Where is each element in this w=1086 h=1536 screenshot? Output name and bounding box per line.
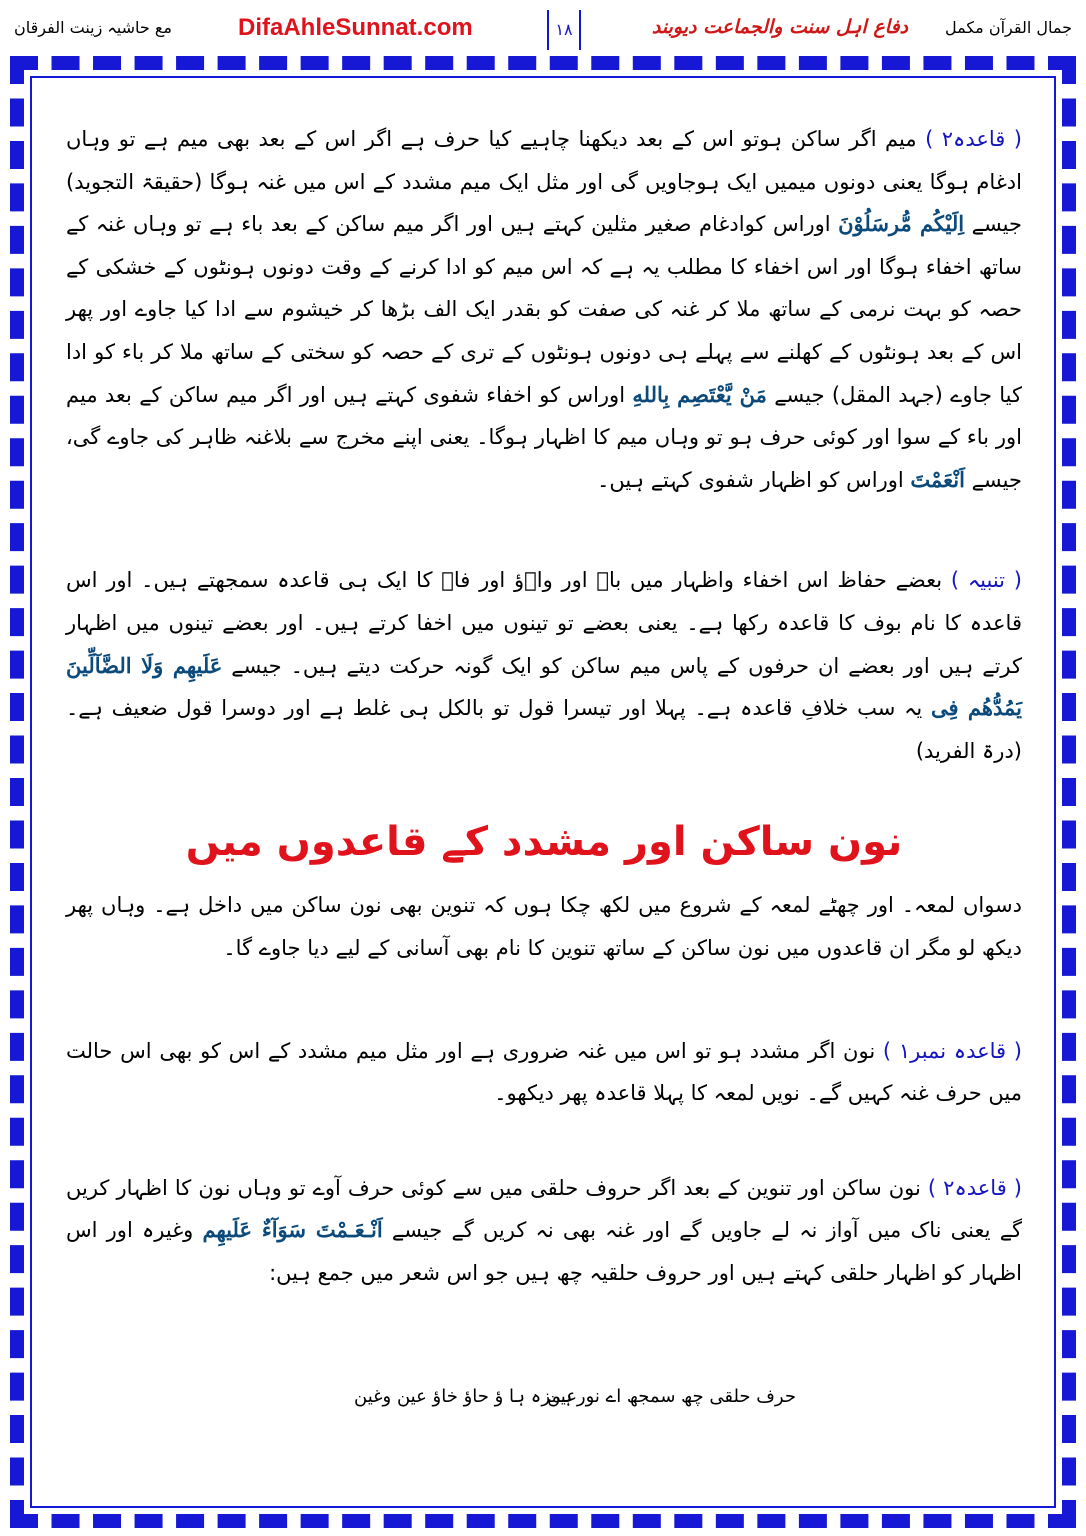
intro-paragraph: دسواں لمعہ۔ اور چھٹے لمعہ کے شروع میں لکھ چکا ہوں کہ تنوین بھی نون ساکن میں داخل ہے۔ وہاں پھر دیکھ لو مگر ان قاعدوں میں نون ساکن کے ساتھ تنوین کا نام بھی آسانی کے لیے دیا جاوے گا۔: [66, 893, 1022, 960]
paragraph-text: نون اگر مشدد ہو تو اس میں غنہ ضروری ہے اور مثل میم مشدد کے اس کو بھی اس حالت میں حرف غنہ کہیں گے۔ نویں لمعہ کا پہلا قاعدہ پھر دیکھو۔: [66, 1038, 1022, 1106]
publisher-title: دفاع اہل سنت والجماعت دیوبند: [651, 16, 908, 38]
rule-2-meem-paragraph: [66, 118, 1022, 501]
warning-paragraph: [66, 559, 1022, 772]
page-header: [0, 0, 1086, 56]
rule-label: ( قاعدہ۲ ): [927, 1175, 1022, 1200]
paragraph-text: بعضے حفاظ اس اخفاء واظہار میں باؔ اور واؔؤ اور فاؔ کا ایک ہی قاعدہ سمجھتے ہیں۔ اور اس قاعدہ کا نام بوف کا قاعدہ رکھا ہے۔ یعنی بعضے تو تینوں میں اخفا کرتے ہیں۔ اور بعضے تینوں میں اظہار کرتے ہیں اور بعضے ان حرفوں کے پاس میم ساکن کو ایک گونہ حرکت دیتے ہیں۔ جیسے: [66, 568, 1023, 678]
warning-label: ( تنبیہ ): [950, 568, 1022, 593]
paragraph-text: وغیرہ اور اس اظہار کو اظہار حلقی کہتے ہیں اور حروف حلقیہ چھ ہیں جو اس شعر میں جمع ہیں:: [66, 1218, 1022, 1285]
poem-couplet: [0, 1386, 1086, 1426]
arabic-example: مَنْ یَّعْتَصِم بِاللهِ: [632, 381, 767, 407]
section-heading: نون ساکن اور مشدد کے قاعدوں میں: [185, 819, 903, 866]
arabic-example: اَنْعَمْتَ: [910, 466, 965, 492]
rule-label: ( قاعدہ نمبر۱ ): [882, 1038, 1022, 1063]
notes-label: مع حاشیہ زینت الفرقان: [14, 18, 172, 37]
website-link[interactable]: DifaAhleSunnat.com: [238, 14, 473, 41]
paragraph-text: اوراس کو اظہار شفوی کہتے ہیں۔: [597, 467, 911, 492]
arabic-example: عَلَیھِم وَلَا الضَّآلِّینَ یَمُدُّھُم فِی: [66, 652, 1022, 721]
paragraph-text: میم اگر ساکن ہوتو اس کے بعد دیکھنا چاہیے کیا حرف ہے اگر اس کے بعد بھی میم ہے تو وہاں ادغام ہوگا یعنی دونوں میمیں ایک ہوجاویں گی اور مثل ایک میم مشدد کے اس میں غنہ ہوگا (حقیقۃ التجوید) جیسے: [66, 127, 1022, 237]
poem-verse-left: ہمزہ ہا ؤ حاؤ خاؤ عین وغین: [354, 1386, 573, 1407]
paragraph-text: نون ساکن اور تنوین کے بعد اگر حروف حلقی میں سے کوئی حرف آوے تو وہاں نون کا اظہار کریں گے یعنی ناک میں آواز نہ لے جاویں گے اور غنہ بھی نہ کریں گے جیسے: [66, 1175, 1022, 1243]
page-content: [66, 118, 1022, 1294]
arabic-example: اَنْـعَـمْتَ سَوَآءٌ عَلَیھِم: [202, 1217, 383, 1243]
rule-label: ( قاعدہ۲ ): [925, 127, 1022, 151]
paragraph-text: اوراس کو اخفاء شفوی کہتے ہیں اور اگر میم ساکن کے بعد میم اور باء کے سوا اور کوئی حرف ہو تو وہاں میم کا اظہار ہوگا۔ یعنی اپنے مخرج سے بلاغنہ ظاہر کی جاوے گی، جیسے: [66, 382, 1022, 492]
paragraph-text: یہ سب خلافِ قاعدہ ہے۔ پہلا اور تیسرا قول تو بالکل ہی غلط ہے اور دوسرا قول ضعیف ہے۔ (درۃ الفرید): [66, 696, 1022, 763]
arabic-example: اِلَیْکُم مُّرسَلُوْنَ: [838, 211, 965, 237]
paragraph-text: اوراس کوادغام صغیر مثلین کہتے ہیں اور اگر میم ساکن کے بعد باء ہے تو وہاں غنہ کے ساتھ اخفاء ہوگا اور اس اخفاء کا مطلب یہ ہے کہ اس میم کو ادا کرنے کے وقت دونوں ہونٹوں کے خشکی کے حصہ کو بہت نرمی کے ساتھ ملا کر غنہ کی صفت کو بقدر ایک الف بڑھا کر خیشوم سے ادا کیا جاوے اور پھر اس کے بعد ہونٹوں کے کھلنے سے پہلے ہی دونوں ہونٹوں کے تری کے حصہ کو سختی کے ساتھ ملا کر باء کو ادا کیا جاوے (جہد المقل) جیسے: [66, 212, 1023, 407]
book-title: جمال القرآن مکمل: [944, 18, 1072, 37]
rule-1-noon-paragraph: [66, 1030, 1022, 1115]
rule-2-noon-paragraph: [66, 1167, 1022, 1295]
poem-verse-right: حرف حلقی چھ سمجھ اے نورعین: [547, 1386, 796, 1407]
page-number: ۱۸: [547, 10, 581, 50]
